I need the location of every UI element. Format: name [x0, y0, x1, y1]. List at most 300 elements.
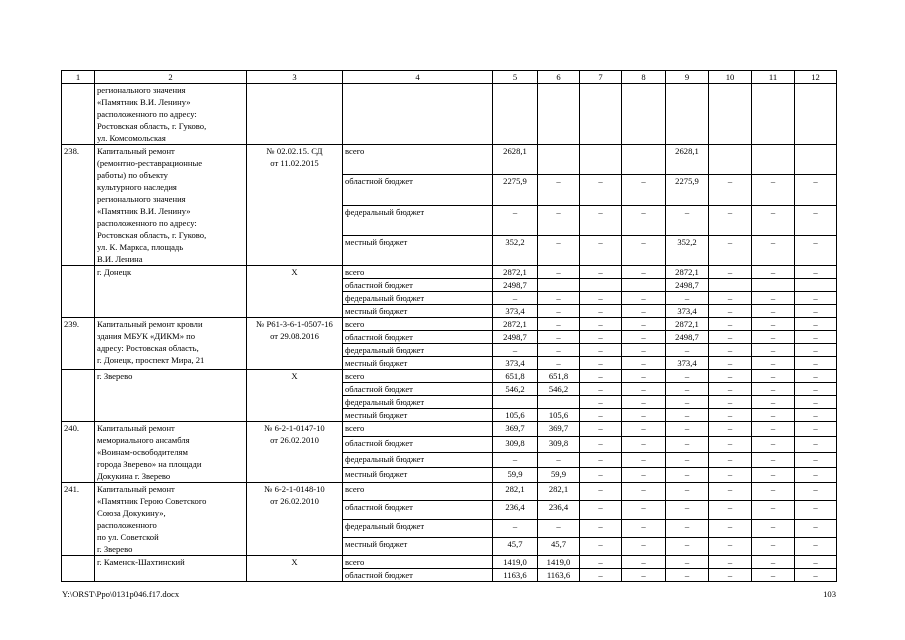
amount-cell: –	[795, 205, 837, 235]
amount-cell: –	[538, 357, 580, 370]
amount-cell: 373,4	[493, 305, 538, 318]
description-line: г. Каменск-Шахтинский	[97, 557, 185, 567]
amount-cell: 59,9	[538, 467, 580, 482]
column-number: 4	[343, 71, 493, 84]
document-reference	[247, 556, 343, 582]
amount-cell: –	[795, 370, 837, 383]
document-reference	[247, 483, 343, 556]
amount-cell: –	[752, 318, 795, 331]
funding-source: областной бюджет	[343, 279, 493, 292]
amount-cell: –	[538, 235, 580, 265]
column-number: 9	[666, 71, 709, 84]
amount-cell	[795, 84, 837, 145]
amount-cell: –	[709, 519, 752, 537]
amount-cell: 546,2	[538, 383, 580, 396]
column-number: 6	[538, 71, 580, 84]
amount-cell: –	[580, 205, 622, 235]
amount-cell: –	[752, 483, 795, 501]
object-description	[95, 266, 247, 318]
amount-cell: –	[622, 437, 666, 452]
amount-cell: –	[622, 305, 666, 318]
amount-cell: –	[666, 437, 709, 452]
column-number-row	[62, 71, 837, 84]
amount-cell: –	[666, 292, 709, 305]
amount-cell	[493, 84, 538, 145]
amount-cell: 2275,9	[666, 175, 709, 205]
amount-cell: –	[752, 235, 795, 265]
description-line: расположенного по адресу:	[97, 218, 197, 228]
amount-cell	[538, 145, 580, 175]
amount-cell	[580, 279, 622, 292]
amount-cell: 309,8	[538, 437, 580, 452]
amount-cell: –	[752, 396, 795, 409]
table-row	[62, 556, 837, 569]
amount-cell: –	[752, 292, 795, 305]
document-reference	[247, 84, 343, 145]
item-number: 239.	[62, 318, 95, 370]
amount-cell: –	[580, 569, 622, 582]
description-line: по ул. Советской	[97, 532, 159, 542]
amount-cell: –	[709, 501, 752, 519]
amount-cell: –	[709, 305, 752, 318]
document-line: от 11.02.2015	[270, 158, 319, 168]
description-line: ул. Комсомольская	[97, 133, 166, 143]
amount-cell: –	[752, 452, 795, 467]
description-line: (ремонтно-реставрационные	[97, 158, 203, 168]
description-line: регионального значения	[97, 85, 186, 95]
amount-cell: –	[538, 452, 580, 467]
amount-cell	[538, 84, 580, 145]
amount-cell: 373,4	[666, 305, 709, 318]
amount-cell: –	[666, 370, 709, 383]
amount-cell: –	[709, 266, 752, 279]
amount-cell: –	[752, 467, 795, 482]
amount-cell: –	[538, 175, 580, 205]
amount-cell: –	[538, 305, 580, 318]
amount-cell: –	[622, 409, 666, 422]
amount-cell: –	[752, 519, 795, 537]
amount-cell: 2872,1	[493, 266, 538, 279]
item-number	[62, 266, 95, 318]
amount-cell: –	[709, 175, 752, 205]
funding-source: федеральный бюджет	[343, 344, 493, 357]
amount-cell	[622, 84, 666, 145]
document-path: Y:\ORST\Ppo\0131p046.f17.docx	[62, 589, 180, 599]
amount-cell: –	[580, 266, 622, 279]
amount-cell: 45,7	[538, 537, 580, 555]
amount-cell: –	[493, 292, 538, 305]
object-description	[95, 145, 247, 266]
amount-cell: –	[709, 331, 752, 344]
amount-cell: –	[580, 422, 622, 437]
amount-cell: 2872,1	[666, 266, 709, 279]
amount-cell: –	[622, 370, 666, 383]
amount-cell: –	[622, 383, 666, 396]
amount-cell: –	[622, 235, 666, 265]
amount-cell: –	[709, 205, 752, 235]
amount-cell: –	[666, 483, 709, 501]
amount-cell: –	[795, 452, 837, 467]
amount-cell: –	[580, 370, 622, 383]
amount-cell: –	[580, 409, 622, 422]
amount-cell: –	[752, 344, 795, 357]
amount-cell: –	[580, 235, 622, 265]
amount-cell: –	[580, 519, 622, 537]
amount-cell: –	[666, 501, 709, 519]
description-line: Капитальный ремонт	[97, 146, 175, 156]
description-line: Капитальный ремонт кровли	[97, 319, 203, 329]
document-line: Х	[291, 557, 298, 567]
amount-cell: –	[580, 483, 622, 501]
amount-cell: –	[709, 483, 752, 501]
document-reference	[247, 145, 343, 266]
table-row	[62, 84, 837, 145]
amount-cell: –	[493, 205, 538, 235]
amount-cell: –	[752, 422, 795, 437]
amount-cell	[538, 279, 580, 292]
amount-cell: –	[795, 292, 837, 305]
funding-source: всего	[343, 318, 493, 331]
table-row	[62, 266, 837, 279]
table-row	[62, 145, 837, 175]
table-row	[62, 318, 837, 331]
amount-cell: –	[580, 331, 622, 344]
amount-cell: –	[538, 266, 580, 279]
amount-cell: –	[709, 422, 752, 437]
item-number	[62, 84, 95, 145]
amount-cell: –	[493, 452, 538, 467]
amount-cell: 546,2	[493, 383, 538, 396]
description-line: Ростовская область, г. Гуково,	[97, 121, 207, 131]
funding-source: всего	[343, 556, 493, 569]
amount-cell: –	[795, 266, 837, 279]
amount-cell: –	[752, 569, 795, 582]
amount-cell: –	[666, 344, 709, 357]
amount-cell: –	[538, 292, 580, 305]
amount-cell: –	[580, 501, 622, 519]
amount-cell: –	[493, 344, 538, 357]
funding-source: федеральный бюджет	[343, 292, 493, 305]
amount-cell: –	[622, 556, 666, 569]
funding-source: всего	[343, 422, 493, 437]
description-line: здания МБУК «ДИКМ» по	[97, 331, 196, 341]
amount-cell: –	[666, 396, 709, 409]
amount-cell	[709, 279, 752, 292]
amount-cell: –	[795, 537, 837, 555]
funding-source	[343, 84, 493, 145]
budget-table	[61, 70, 837, 582]
amount-cell: 352,2	[666, 235, 709, 265]
funding-source: всего	[343, 370, 493, 383]
amount-cell: –	[622, 292, 666, 305]
amount-cell: –	[709, 292, 752, 305]
amount-cell: –	[752, 175, 795, 205]
amount-cell: –	[622, 205, 666, 235]
amount-cell: –	[709, 235, 752, 265]
funding-source: местный бюджет	[343, 305, 493, 318]
amount-cell	[666, 84, 709, 145]
document-reference	[247, 422, 343, 483]
amount-cell: 369,7	[538, 422, 580, 437]
amount-cell: 651,8	[538, 370, 580, 383]
amount-cell: –	[580, 305, 622, 318]
amount-cell: –	[666, 556, 709, 569]
amount-cell	[580, 145, 622, 175]
amount-cell: –	[666, 409, 709, 422]
description-line: Союза Докукину»,	[97, 508, 166, 518]
column-number: 10	[709, 71, 752, 84]
funding-source: областной бюджет	[343, 501, 493, 519]
amount-cell: –	[752, 357, 795, 370]
funding-source: федеральный бюджет	[343, 205, 493, 235]
amount-cell: –	[622, 467, 666, 482]
amount-cell: –	[580, 318, 622, 331]
amount-cell: –	[795, 569, 837, 582]
amount-cell: –	[538, 344, 580, 357]
description-line: г. Донецк	[97, 267, 132, 277]
amount-cell: 1163,6	[538, 569, 580, 582]
funding-source: федеральный бюджет	[343, 396, 493, 409]
amount-cell: –	[709, 556, 752, 569]
item-number: 240.	[62, 422, 95, 483]
amount-cell: –	[795, 519, 837, 537]
amount-cell: –	[709, 537, 752, 555]
funding-source: всего	[343, 145, 493, 175]
amount-cell: –	[795, 396, 837, 409]
amount-cell: –	[622, 422, 666, 437]
funding-source: федеральный бюджет	[343, 452, 493, 467]
amount-cell: –	[666, 205, 709, 235]
amount-cell: –	[580, 344, 622, 357]
description-line: Ростовская область, г. Гуково,	[97, 230, 207, 240]
funding-source: областной бюджет	[343, 437, 493, 452]
object-description	[95, 483, 247, 556]
amount-cell: –	[666, 383, 709, 396]
amount-cell: 352,2	[493, 235, 538, 265]
amount-cell: –	[752, 556, 795, 569]
description-line: ул. К. Маркса, площадь	[97, 242, 184, 252]
amount-cell: –	[795, 357, 837, 370]
description-line: «Памятник В.И. Ленину»	[97, 206, 191, 216]
amount-cell: –	[795, 175, 837, 205]
amount-cell: –	[752, 305, 795, 318]
table-row	[62, 370, 837, 383]
document-line: № Р61-3-6-1-0507-16	[256, 319, 333, 329]
amount-cell: 2498,7	[666, 279, 709, 292]
object-description	[95, 556, 247, 582]
amount-cell	[752, 84, 795, 145]
amount-cell: 59,9	[493, 467, 538, 482]
amount-cell: –	[752, 205, 795, 235]
amount-cell: –	[622, 537, 666, 555]
amount-cell: –	[622, 452, 666, 467]
amount-cell: 105,6	[538, 409, 580, 422]
funding-source: местный бюджет	[343, 409, 493, 422]
column-number: 8	[622, 71, 666, 84]
funding-source: областной бюджет	[343, 175, 493, 205]
document-line: от 26.02.2010	[270, 496, 319, 506]
amount-cell: –	[709, 396, 752, 409]
amount-cell	[538, 396, 580, 409]
amount-cell: –	[795, 483, 837, 501]
amount-cell	[709, 145, 752, 175]
document-line: Х	[291, 371, 298, 381]
amount-cell: –	[580, 396, 622, 409]
amount-cell: 2628,1	[666, 145, 709, 175]
funding-source: областной бюджет	[343, 331, 493, 344]
document-reference	[247, 318, 343, 370]
item-number: 241.	[62, 483, 95, 556]
amount-cell: –	[622, 175, 666, 205]
amount-cell	[580, 84, 622, 145]
column-number: 11	[752, 71, 795, 84]
amount-cell: –	[795, 422, 837, 437]
description-line: мемориального ансамбля	[97, 435, 190, 445]
amount-cell: –	[709, 437, 752, 452]
amount-cell: –	[538, 331, 580, 344]
document-line: от 29.08.2016	[270, 331, 319, 341]
amount-cell: –	[752, 409, 795, 422]
description-line: города Зверево» на площади	[97, 459, 202, 469]
amount-cell: –	[666, 537, 709, 555]
table-row	[62, 422, 837, 437]
funding-source: федеральный бюджет	[343, 519, 493, 537]
amount-cell: –	[752, 370, 795, 383]
object-description	[95, 422, 247, 483]
amount-cell: –	[752, 501, 795, 519]
amount-cell	[622, 145, 666, 175]
amount-cell: –	[580, 452, 622, 467]
amount-cell: 2872,1	[493, 318, 538, 331]
description-line: работы) по объекту	[97, 170, 168, 180]
amount-cell: –	[580, 175, 622, 205]
amount-cell: –	[538, 205, 580, 235]
amount-cell	[752, 145, 795, 175]
description-line: расположенного	[97, 520, 157, 530]
amount-cell: –	[752, 437, 795, 452]
amount-cell: 45,7	[493, 537, 538, 555]
funding-source: местный бюджет	[343, 357, 493, 370]
amount-cell: 236,4	[493, 501, 538, 519]
amount-cell: 282,1	[538, 483, 580, 501]
document-line: от 26.02.2010	[270, 435, 319, 445]
funding-source: местный бюджет	[343, 467, 493, 482]
column-number: 2	[95, 71, 247, 84]
amount-cell: 2872,1	[666, 318, 709, 331]
description-line: регионального значения	[97, 194, 186, 204]
amount-cell: –	[795, 383, 837, 396]
amount-cell: –	[622, 569, 666, 582]
amount-cell: –	[580, 357, 622, 370]
amount-cell: –	[580, 292, 622, 305]
amount-cell: –	[709, 344, 752, 357]
amount-cell: –	[795, 318, 837, 331]
amount-cell: –	[752, 537, 795, 555]
amount-cell: –	[752, 266, 795, 279]
document-line: № 02.02.15. СД	[266, 146, 323, 156]
amount-cell: –	[752, 383, 795, 396]
amount-cell: –	[580, 556, 622, 569]
object-description	[95, 84, 247, 145]
amount-cell: 2498,7	[493, 279, 538, 292]
amount-cell: –	[795, 409, 837, 422]
amount-cell: –	[580, 537, 622, 555]
amount-cell: –	[795, 437, 837, 452]
amount-cell: 282,1	[493, 483, 538, 501]
document-line: Х	[291, 267, 298, 277]
column-number: 3	[247, 71, 343, 84]
amount-cell: 309,8	[493, 437, 538, 452]
amount-cell: 105,6	[493, 409, 538, 422]
description-line: расположенного по адресу:	[97, 109, 197, 119]
column-number: 5	[493, 71, 538, 84]
amount-cell: –	[709, 452, 752, 467]
amount-cell: 2275,9	[493, 175, 538, 205]
amount-cell: –	[622, 396, 666, 409]
amount-cell: –	[622, 357, 666, 370]
amount-cell: –	[538, 519, 580, 537]
amount-cell: –	[666, 569, 709, 582]
item-number	[62, 370, 95, 422]
funding-source: всего	[343, 483, 493, 501]
amount-cell: –	[622, 501, 666, 519]
description-line: культурного наследия	[97, 182, 177, 192]
amount-cell: –	[795, 305, 837, 318]
amount-cell: –	[709, 318, 752, 331]
amount-cell: –	[622, 483, 666, 501]
amount-cell: –	[666, 422, 709, 437]
amount-cell: –	[709, 467, 752, 482]
amount-cell: 236,4	[538, 501, 580, 519]
amount-cell: –	[709, 357, 752, 370]
amount-cell: –	[709, 383, 752, 396]
amount-cell	[622, 279, 666, 292]
description-line: Капитальный ремонт	[97, 423, 175, 433]
item-number: 238.	[62, 145, 95, 266]
amount-cell: –	[666, 467, 709, 482]
amount-cell: –	[795, 501, 837, 519]
table-row	[62, 483, 837, 501]
amount-cell	[795, 145, 837, 175]
amount-cell: 369,7	[493, 422, 538, 437]
amount-cell: 2498,7	[493, 331, 538, 344]
object-description	[95, 370, 247, 422]
amount-cell: –	[795, 331, 837, 344]
amount-cell: –	[752, 331, 795, 344]
amount-cell: –	[666, 519, 709, 537]
amount-cell	[795, 279, 837, 292]
funding-source: областной бюджет	[343, 383, 493, 396]
amount-cell: –	[622, 519, 666, 537]
amount-cell: –	[795, 235, 837, 265]
amount-cell: 1419,0	[538, 556, 580, 569]
amount-cell: –	[795, 344, 837, 357]
amount-cell: –	[709, 409, 752, 422]
column-number: 1	[62, 71, 95, 84]
amount-cell: 1419,0	[493, 556, 538, 569]
amount-cell: –	[709, 370, 752, 383]
description-line: Докукина г. Зверево	[97, 471, 171, 481]
document-line: № 6-2-1-0148-10	[264, 484, 325, 494]
amount-cell: –	[666, 452, 709, 467]
document-reference	[247, 266, 343, 318]
document-reference	[247, 370, 343, 422]
amount-cell: 1163,6	[493, 569, 538, 582]
column-number: 7	[580, 71, 622, 84]
funding-source: местный бюджет	[343, 235, 493, 265]
amount-cell: –	[622, 331, 666, 344]
amount-cell: –	[622, 318, 666, 331]
